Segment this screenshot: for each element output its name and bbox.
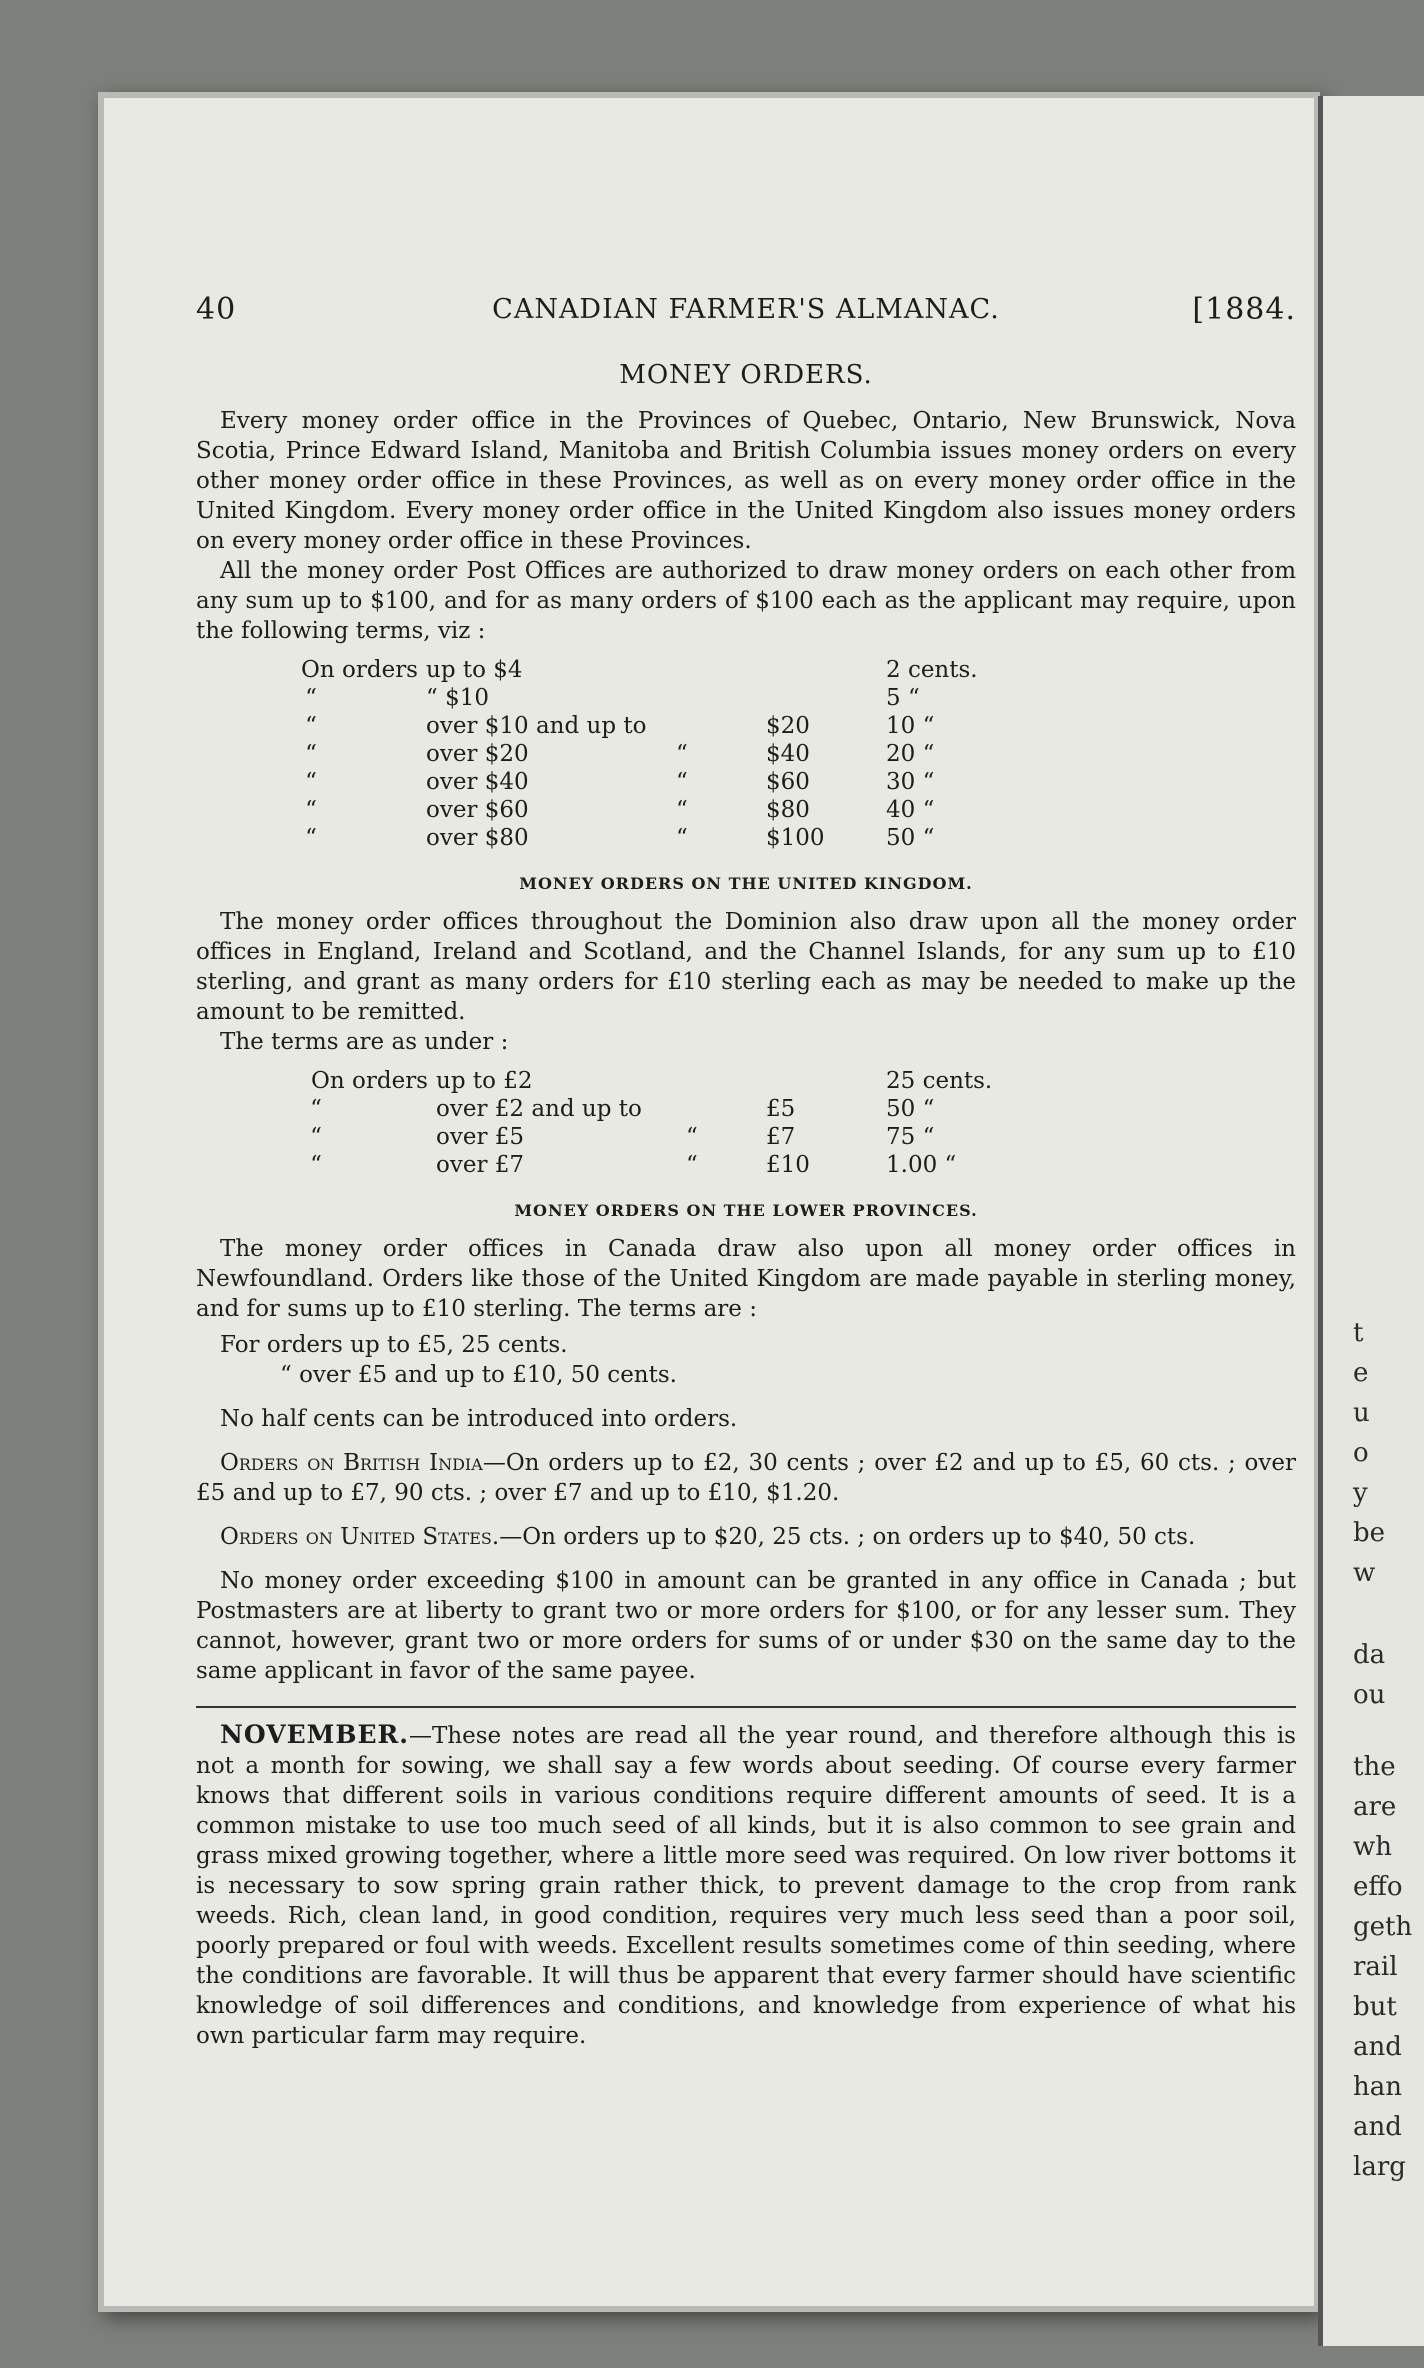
- paragraph: For orders up to £5, 25 cents.: [220, 1332, 568, 1358]
- facing-page-fragment: o: [1353, 1438, 1369, 1468]
- rate-cell: $80: [766, 797, 810, 823]
- rate-cell: £7: [766, 1124, 796, 1150]
- rate-row: [196, 1123, 1296, 1151]
- page-content: [196, 292, 1296, 2051]
- november-text: —These notes are read all the year round, and therefore although this is not a month for sowing, we shall say a few words about seeding. Of course every farmer knows that different soils in various conditions require different amounts of seed. It is a common mistake to use too much seed of all kinds, but it is also common to see grain and grass mixed growing together, where a little more seed was required. On low river bottoms it is necessary to sow spring grain rather thick, to prevent damage to the crop from rank weeds. Rich, clean land, in good condition, requires very much less seed than a poor soil, poorly prepared or foul with weeds. Excellent results sometimes come of thin seeding, where the conditions are favorable. It will thus be apparent that every farmer should have scientific knowledge of soil differences and conditions, and knowledge from experience of what his own particular farm may require.: [196, 1723, 1296, 2049]
- section-heading-uk: MONEY ORDERS ON THE UNITED KINGDOM.: [519, 874, 973, 893]
- facing-page-edge: [1318, 96, 1424, 2346]
- facing-page-fragment: are: [1353, 1792, 1397, 1822]
- paragraph: All the money order Post Offices are authorized to draw money orders on each other from any sum up to $100, and for as many orders of $100 each as the applicant may require, upon the following terms, viz :: [196, 558, 1296, 644]
- rate-cell: over $80: [426, 825, 529, 851]
- rate-cell: [766, 1067, 886, 1095]
- facing-page-fragment: and: [1353, 2112, 1402, 2142]
- rate-cell: “: [305, 741, 317, 767]
- paragraph: No money order exceeding $100 in amount can be granted in any office in Canada ; but Postmasters are at liberty to grant two or more orders for $100, or for any lesser sum. They cannot, however, grant two or more orders for sums of or under $30 on the same day to the same applicant in favor of the same payee.: [196, 1568, 1296, 1684]
- rate-cell: [676, 684, 766, 712]
- facing-page-fragment: ou: [1353, 1680, 1386, 1710]
- section-heading-money-orders: MONEY ORDERS.: [619, 360, 873, 390]
- rates-table-domestic: [196, 656, 1296, 852]
- almanac-page: [98, 92, 1320, 2312]
- rate-cell: over $60: [426, 797, 529, 823]
- facing-page-fragment: t: [1353, 1318, 1364, 1348]
- facing-page-fragment: da: [1353, 1640, 1386, 1670]
- page-number: 40: [196, 292, 237, 327]
- rate-cell: [676, 656, 766, 684]
- facing-page-fragment: w: [1353, 1558, 1376, 1588]
- paragraph: “ over £5 and up to £10, 50 cents.: [280, 1362, 677, 1388]
- facing-page-fragment: wh: [1353, 1832, 1392, 1862]
- paragraph-united-states: [196, 1522, 1296, 1552]
- facing-page-fragment: u: [1353, 1398, 1370, 1428]
- rate-cell: 20 “: [886, 741, 935, 767]
- rates-table-uk: [196, 1067, 1296, 1179]
- rate-cell: over $10 and up to: [426, 713, 647, 739]
- rate-cell: “: [676, 741, 688, 767]
- rate-cell: 30 “: [886, 769, 935, 795]
- rate-cell: [686, 1067, 766, 1095]
- facing-page-fragment: geth: [1353, 1912, 1413, 1942]
- rate-cell: over £2 and up to: [436, 1096, 642, 1122]
- rate-cell: “ $10: [426, 685, 489, 711]
- rate-cell: “: [305, 685, 317, 711]
- rate-cell: [676, 712, 766, 740]
- rate-row: [196, 768, 1296, 796]
- rate-cell: “: [305, 713, 317, 739]
- rate-cell: [686, 1095, 766, 1123]
- november-label: NOVEMBER.: [220, 1720, 409, 1749]
- divider: [196, 1706, 1296, 1708]
- facing-page-fragment: but: [1353, 1992, 1397, 2022]
- paragraph: The money order offices in Canada draw also upon all money order offices in Newfoundland. Orders like those of the United Kingdom are made payable in sterling money, and for sums up to £10 sterling. The terms are :: [196, 1236, 1296, 1322]
- rate-cell: [766, 656, 886, 684]
- run-in-label: Orders on United States.: [220, 1524, 500, 1550]
- facing-page-fragment: rail: [1353, 1952, 1398, 1982]
- rate-cell: “: [686, 1152, 698, 1178]
- rate-cell: “: [310, 1096, 322, 1122]
- rate-cell: “: [310, 1152, 322, 1178]
- rate-cell: 50 “: [886, 825, 935, 851]
- paragraph: No half cents can be introduced into orders.: [220, 1406, 738, 1432]
- rate-cell: “: [676, 769, 688, 795]
- rate-row: [196, 684, 1296, 712]
- facing-page-fragment: effo: [1353, 1872, 1403, 1902]
- run-in-label: Orders on British India: [220, 1450, 483, 1476]
- running-header: [196, 292, 1296, 342]
- facing-page-fragment: larg: [1353, 2152, 1406, 2182]
- rate-row: [196, 824, 1296, 852]
- paragraph: The terms are as under :: [220, 1029, 509, 1055]
- paragraph: Every money order office in the Provinces of Quebec, Ontario, New Brunswick, Nova Scotia, Prince Edward Island, Manitoba and British Columbia issues money orders on every other money order office in these Provinces, as well as on every money order office in the United Kingdom. Every money order office in the United Kingdom also issues money orders on every money order office in these Provinces.: [196, 408, 1296, 554]
- rate-cell: £10: [766, 1152, 810, 1178]
- rate-row: [196, 1151, 1296, 1179]
- rate-cell: £5: [766, 1096, 796, 1122]
- rate-cell: $100: [766, 825, 825, 851]
- rate-cell: 2 cents.: [886, 657, 978, 683]
- rate-cell: over $20: [426, 741, 529, 767]
- rate-cell: 75 “: [886, 1124, 935, 1150]
- rate-cell: On orders: [301, 657, 418, 683]
- facing-page-fragment: han: [1353, 2072, 1402, 2102]
- running-title: CANADIAN FARMER'S ALMANAC.: [492, 294, 1000, 325]
- rate-row: [196, 796, 1296, 824]
- rate-row: [196, 656, 1296, 684]
- rate-cell: 50 “: [886, 1096, 935, 1122]
- rate-cell: “: [676, 797, 688, 823]
- rate-cell: 5 “: [886, 685, 920, 711]
- paragraph: The money order offices throughout the Dominion also draw upon all the money order offices in England, Ireland and Scotland, and the Channel Islands, for any sum up to £10 sterling, and grant as many orders for £10 sterling each as may be needed to make up the amount to be remitted.: [196, 909, 1296, 1025]
- rate-cell: $60: [766, 769, 810, 795]
- paragraph-november: [196, 1720, 1296, 2051]
- rate-cell: over $40: [426, 769, 529, 795]
- section-heading-lower-provinces: MONEY ORDERS ON THE LOWER PROVINCES.: [514, 1201, 978, 1220]
- run-in-text: —On orders up to $20, 25 cts. ; on orders up to $40, 50 cts.: [499, 1524, 1196, 1550]
- run-in-text: —On orders up to £2, 30 cents ; over £2 and up to £5, 60 cts. ; over £5 and up to £7, 90 cts. ; over £7 and up to £10, $1.20.: [196, 1450, 1296, 1506]
- rate-cell: 1.00 “: [886, 1152, 957, 1178]
- rate-cell: $20: [766, 713, 810, 739]
- rate-cell: 25 cents.: [886, 1068, 993, 1094]
- rate-cell: up to £2: [436, 1068, 533, 1094]
- facing-page-fragment: e: [1353, 1358, 1369, 1388]
- rate-cell: On orders: [311, 1068, 428, 1094]
- rate-row: [196, 740, 1296, 768]
- rate-cell: “: [676, 825, 688, 851]
- rate-cell: “: [310, 1124, 322, 1150]
- rate-cell: “: [305, 825, 317, 851]
- rate-cell: over £7: [436, 1152, 525, 1178]
- rate-row: [196, 1095, 1296, 1123]
- rate-cell: over £5: [436, 1124, 525, 1150]
- rate-cell: $40: [766, 741, 810, 767]
- rate-row: [196, 712, 1296, 740]
- rate-cell: up to $4: [426, 657, 523, 683]
- rate-cell: 10 “: [886, 713, 935, 739]
- facing-page-fragment: and: [1353, 2032, 1402, 2062]
- rate-cell: “: [305, 797, 317, 823]
- facing-page-fragment: be: [1353, 1518, 1386, 1548]
- rate-cell: 40 “: [886, 797, 935, 823]
- rate-cell: “: [686, 1124, 698, 1150]
- rate-row: [196, 1067, 1296, 1095]
- rate-cell: [766, 684, 886, 712]
- facing-page-fragment: the: [1353, 1752, 1396, 1782]
- header-year: [1884.: [1192, 292, 1296, 327]
- rate-cell: “: [305, 769, 317, 795]
- facing-page-fragment: y: [1353, 1478, 1368, 1508]
- paragraph-british-india: [196, 1448, 1296, 1508]
